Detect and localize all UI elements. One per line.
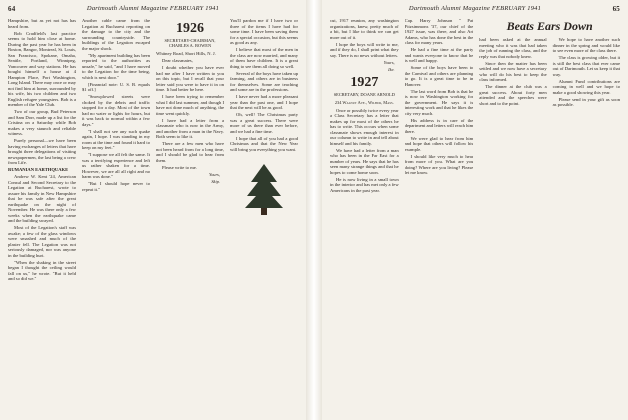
paragraph: "I shall not see any such quake again, I hope. I was standing in my room at the time and found it hard to keep on my feet.": [82, 128, 150, 150]
paragraph: Another cable came from the Legation at Bucharest reporting on the damage to the city and the surrounding countryside. The buildings of the Legation escaped the major shock.: [82, 18, 150, 51]
paragraph: The class is growing older, but it is still the best class that ever came out of Dartmouth. Let us keep it that way.: [552, 55, 620, 77]
right-columns: [330, 18, 620, 414]
paragraph: I believe that most of the men in the class are now married, and many of them have children. It is a great thing to see them all doing so well.: [230, 47, 298, 69]
paragraph: "My apartment building has been reported to the authorities as unsafe," he said, "and I have moved to the Legation for the time being, which is next door.": [82, 52, 150, 80]
paragraph: cut, 1917 reunion, any washington organizations, knew, pretty much of a bit, but I like to think we can get more out of it.: [330, 18, 399, 40]
paragraph: Purely personal—we have been having exchanges of letters that have brought three delegations of visiting newspapermen, the last being a crew from Life.: [8, 138, 76, 165]
paragraph: You'll pardon me if I have two or three of the items I have had for some time. I have been saving them for a special occasion, but this seems as good as any.: [230, 18, 298, 45]
paragraph: I hope that all of you had a good Christmas and that the New Year will bring you everything you want.: [230, 135, 298, 152]
paragraph: I should like very much to hear from more of you. What are you doing? Where are you living? Please let me know.: [404, 153, 474, 175]
paragraph: I have never had a more pleasant year than the past one, and I hope that the next will be as good.: [230, 94, 298, 110]
paragraph: The dinner at the club was a great success. About forty men attended and the speeches were short and to the point.: [479, 84, 547, 106]
right-col-2: [405, 18, 474, 414]
class-secretary-line: SECRETARY, DOANE ARNOLD: [333, 91, 395, 97]
paragraph: Once or possibly twice every year a Class Secretary has a letter that makes up for most of the others he has to write. This occurs when some classmate shows enough interest in our column to write in and tell about himself and his family.: [330, 107, 399, 146]
paragraph: I doubt whether you have ever had me after I have written to you on this topic, but I recall that your letter said you were to have it in on time. It had better be here.: [156, 65, 224, 92]
left-page: [0, 0, 306, 420]
paragraph: Please send in your gift as soon as possible.: [552, 96, 620, 107]
paragraph: Cap. Harry Johnson '' Pat Fitzsimmons '37, our chief of the 1927 issue, was there, and also Art Adams, who has done the best in the class for many years.: [404, 18, 474, 45]
right-page: [322, 0, 628, 420]
left-col-2: [82, 18, 150, 414]
right-col-1: [330, 18, 399, 414]
paragraph: He is now living in a small town in the interior and has met only a few Americans in the past year.: [330, 176, 399, 193]
paragraph: "When the shaking in the street began I thought the ceiling would fall on us," he wrote. "But it held and so did we.": [8, 259, 76, 281]
right-running-title: Dartmouth Alumni Magazine FEBRUARY 1941: [408, 5, 542, 12]
paragraph: Please write to me.: [162, 164, 197, 170]
left-columns: [8, 18, 298, 414]
feature-body: [479, 37, 620, 108]
paragraph: The last word from Bob is that he is now in Washington working for the government. He says it is interesting work and that he likes the city very much.: [404, 88, 474, 116]
signoff: Yours,: [383, 59, 395, 65]
right-running-head: [330, 5, 620, 15]
paragraph: Alumni Fund contributions are coming in well and we hope to make a good showing this year.: [552, 78, 620, 95]
page-gutter: [306, 0, 322, 420]
signature-name: Ike.: [388, 66, 395, 72]
feature-title: Beats Ears Down: [506, 19, 593, 33]
paragraph: Bob Cradfield's last practice seems to hold him close at home. During the past year he has been in Boston, Bangor, Montreal, St. Louis, San Francisco, Spokane, Omaha, Seattle, Portland, Winnipeg, Vancouver and way stations. He has bought himself a house at 4 Hampton Place, Port Washington, Long Island. There may once or may not find him at home, surrounded by his wife, his two children and two English refugee youngsters. Bob is a member of the Yale Club.: [8, 30, 76, 107]
paragraph: He had a fine time at the party and wants everyone to know that he is well and happy.: [404, 47, 474, 63]
paragraph: Most of the Legation's staff was awake; a few of the glass windows were smashed and much of the plaster fell. The Legation was not seriously damaged, nor was anyone in the building hurt.: [8, 225, 76, 258]
right-page-number: 65: [612, 5, 620, 13]
paragraph: There are a few men who have not been heard from for a long time, and I should be glad to hear from them.: [156, 141, 224, 163]
paragraph: "But I should hope never to repeat it.": [82, 181, 150, 192]
signoff: Yours,: [209, 171, 220, 177]
class-year-heading-1926: 1926: [176, 21, 204, 36]
class-secretary-line: SECRETARY-CHAIRMAN, CHARLES A. BOWEN: [164, 38, 216, 48]
paragraph: Oh, well! The Christmas party was a great success. There were more of us there than ever before, and we had a fine time.: [230, 112, 298, 134]
paragraph: I have been trying to remember what I did last summer, and though I have not done much of anything, the time went quickly.: [156, 94, 224, 116]
paragraph: I have had a letter from a classmate who is now in the Army, and another from a man in the Navy. Both seem to like it.: [156, 117, 224, 139]
left-col-3: [156, 18, 224, 414]
paragraph: I hope the boys will write to me, and if they do, I shall print what they say. There is no news without letters.: [330, 41, 399, 58]
christmas-tree-icon: [244, 162, 284, 216]
left-col-1: [8, 18, 76, 414]
paragraph: "I suppose we all felt the same. It was a terrifying experience and left us rather shaken for a time. However, we are all all right and no harm was done.": [82, 152, 150, 179]
left-col-4: [230, 18, 298, 414]
paragraph: had been asked at the annual meeting who it was that had taken the job of running the class, and the reply was that nobody knew.: [479, 37, 547, 59]
class-secretary-address: 234 Walnut Ave., Wilbur, Mass.: [334, 99, 394, 105]
paragraph: We hope to have another such dinner in the spring and would like to see even more of the class there.: [552, 37, 620, 53]
paragraph: Some of the boys have been to the Carnival and others are planning to go. It is a great time to be in Hanover.: [404, 65, 474, 87]
paragraph: We have had a letter from a man who has been in the Far East for a number of years. He says that he has seen many strange things and that he hopes to come home soon.: [330, 147, 399, 175]
left-running-head: [8, 5, 298, 15]
left-page-number: 64: [8, 5, 16, 13]
paragraph: [Financial note: U. S. B. equals $1 off.]: [82, 81, 150, 92]
paragraph: Hampshire, but as yet not has has heard from.: [8, 18, 76, 29]
paragraph: "Snowplowed streets were choked by the debris and traffic stopped for a day. Most of the town had no water or lights for hours, but it was back to normal within a few days.": [82, 94, 150, 127]
section-heading: RUMANIAN EARTHQUAKE: [8, 167, 69, 172]
signature-name: Skip.: [211, 178, 220, 184]
paragraph: Andrew W. Kent '24, American Consul and Second Secretary to the Legation at Bucharest, wrote to assure his family in New Hampshire that he was safe after the great earthquake on the night of November. He was there only a few weeks when the earthquake came and the building swayed.: [8, 174, 76, 223]
paragraph: Two of our group, Bud Peterson and Sam Dorr, made up a list for the Cristina on a Saturday while Bob makes a very staunch and reliable witness.: [8, 109, 76, 136]
right-col-3: [479, 18, 620, 414]
left-running-title: Dartmouth Alumni Magazine FEBRUARY 1941: [86, 5, 220, 12]
paragraph: We were glad to hear from him and hope that others will follow his example.: [404, 135, 474, 152]
paragraph: Dear classmates,: [162, 58, 193, 63]
paragraph: Since then the matter has been settled and we now have a secretary who will do his best to keep the class informed.: [479, 60, 547, 82]
class-year-heading-1927: 1927: [350, 74, 379, 90]
paragraph: His address is in care of the department and letters will reach him there.: [404, 117, 474, 134]
paragraph: Several of the boys have taken up farming, and others are in business for themselves. Some are teaching and some are in the professions.: [230, 70, 298, 92]
paragraph: Whitney Road, Short Hills, N. J.: [156, 51, 216, 56]
